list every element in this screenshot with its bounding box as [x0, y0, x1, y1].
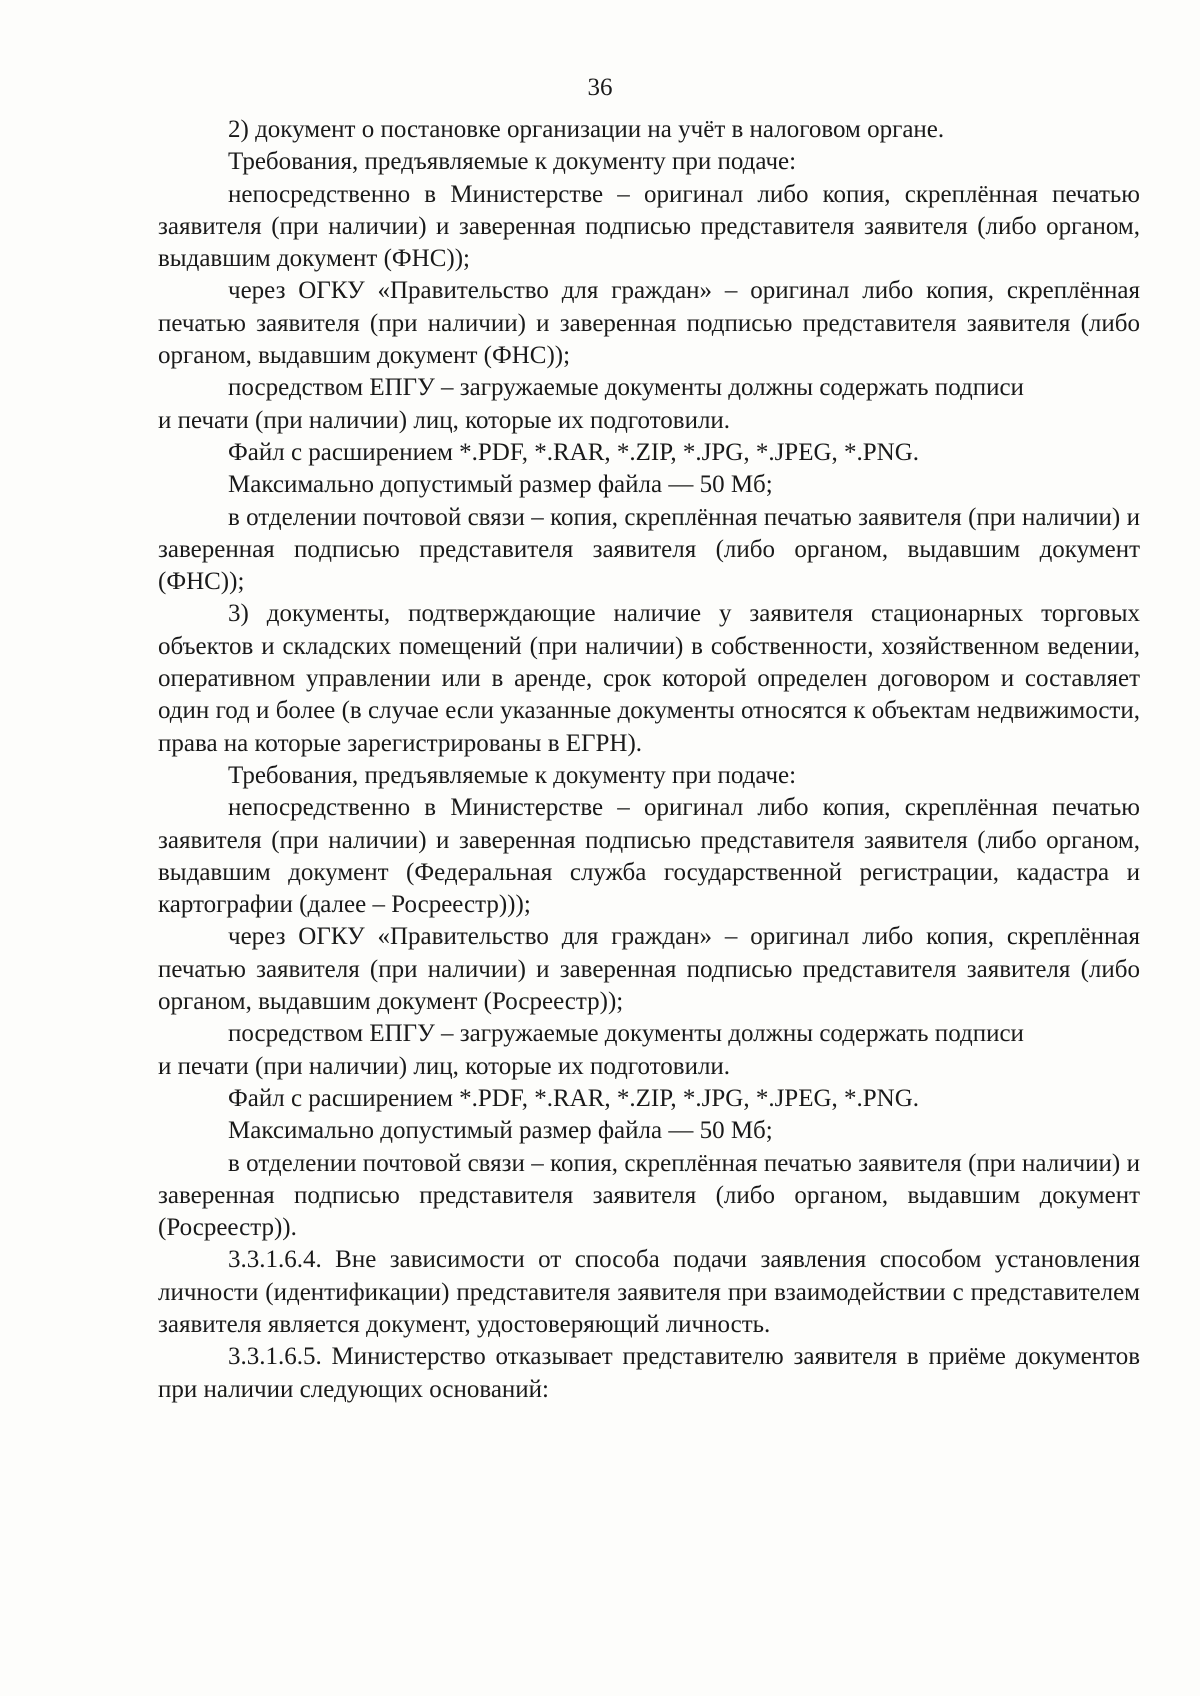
paragraph: через ОГКУ «Правительство для граждан» – оригинал либо копия, скреплённая печатью заявителя (при наличии) и заверенная подписью представителя заявителя (либо органом, выдавшим документ (ФНС));	[158, 277, 1140, 370]
paragraph: посредством ЕПГУ – загружаемые документы должны содержать подписи	[228, 374, 1024, 402]
paragraph: 2) документ о постановке организации на учёт в налоговом органе.	[228, 116, 945, 143]
paragraph: 3) документы, подтверждающие наличие у заявителя стационарных торговых объектов и складских помещений (при наличии) в собственности, хозяйственном ведении, оперативном управлении или в аренде, срок которой определен договором и составляет один год и более (в случае если указанные документы относятся к объектам недвижимости, права на которые зарегистрированы в ЕГРН).	[158, 600, 1140, 757]
paragraph: Максимально допустимый размер файла — 50 Мб;	[228, 1117, 773, 1145]
paragraph: непосредственно в Министерстве – оригинал либо копия, скреплённая печатью заявителя (при наличии) и заверенная подписью представителя заявителя (либо органом, выдавшим документ (ФНС));	[158, 180, 1140, 273]
paragraph: в отделении почтовой связи – копия, скреплённая печатью заявителя (при наличии) и заверенная подписью представителя заявителя (либо органом, выдавшим документ (Росреестр)).	[158, 1149, 1140, 1242]
paragraph: через ОГКУ «Правительство для граждан» – оригинал либо копия, скреплённая печатью заявителя (при наличии) и заверенная подписью представителя заявителя (либо органом, выдавшим документ (Росреестр));	[158, 923, 1140, 1016]
document-body	[158, 114, 1140, 1406]
paragraph: Требования, предъявляемые к документу при подаче:	[228, 761, 797, 789]
paragraph: посредством ЕПГУ – загружаемые документы должны содержать подписи	[228, 1020, 1024, 1048]
page-number: 36	[587, 74, 613, 101]
paragraph: Файл с расширением *.PDF, *.RAR, *.ZIP, *.JPG, *.JPEG, *.PNG.	[228, 438, 920, 466]
paragraph: непосредственно в Министерстве – оригинал либо копия, скреплённая печатью заявителя (при наличии) и заверенная подписью представителя заявителя (либо органом, выдавшим документ (Федеральная служба государственной регистрации, кадастра и картографии (далее – Росреестр)));	[158, 794, 1140, 919]
paragraph: 3.3.1.6.4. Вне зависимости от способа подачи заявления способом установления личности (идентификации) представителя заявителя при взаимодействии с представителем заявителя является документ, удостоверяющий личность.	[158, 1246, 1140, 1338]
paragraph: и печати (при наличии) лиц, которые их подготовили.	[158, 406, 731, 434]
paragraph: в отделении почтовой связи – копия, скреплённая печатью заявителя (при наличии) и заверенная подписью представителя заявителя (либо органом, выдавшим документ (ФНС));	[158, 503, 1140, 596]
paragraph: Файл с расширением *.PDF, *.RAR, *.ZIP, *.JPG, *.JPEG, *.PNG.	[228, 1084, 920, 1112]
paragraph: 3.3.1.6.5. Министерство отказывает представителю заявителя в приёме документов при наличии следующих оснований:	[158, 1343, 1140, 1403]
paragraph: Требования, предъявляемые к документу при подаче:	[228, 148, 797, 176]
paragraph: Максимально допустимый размер файла — 50 Мб;	[228, 471, 773, 499]
paragraph: и печати (при наличии) лиц, которые их подготовили.	[158, 1052, 731, 1080]
